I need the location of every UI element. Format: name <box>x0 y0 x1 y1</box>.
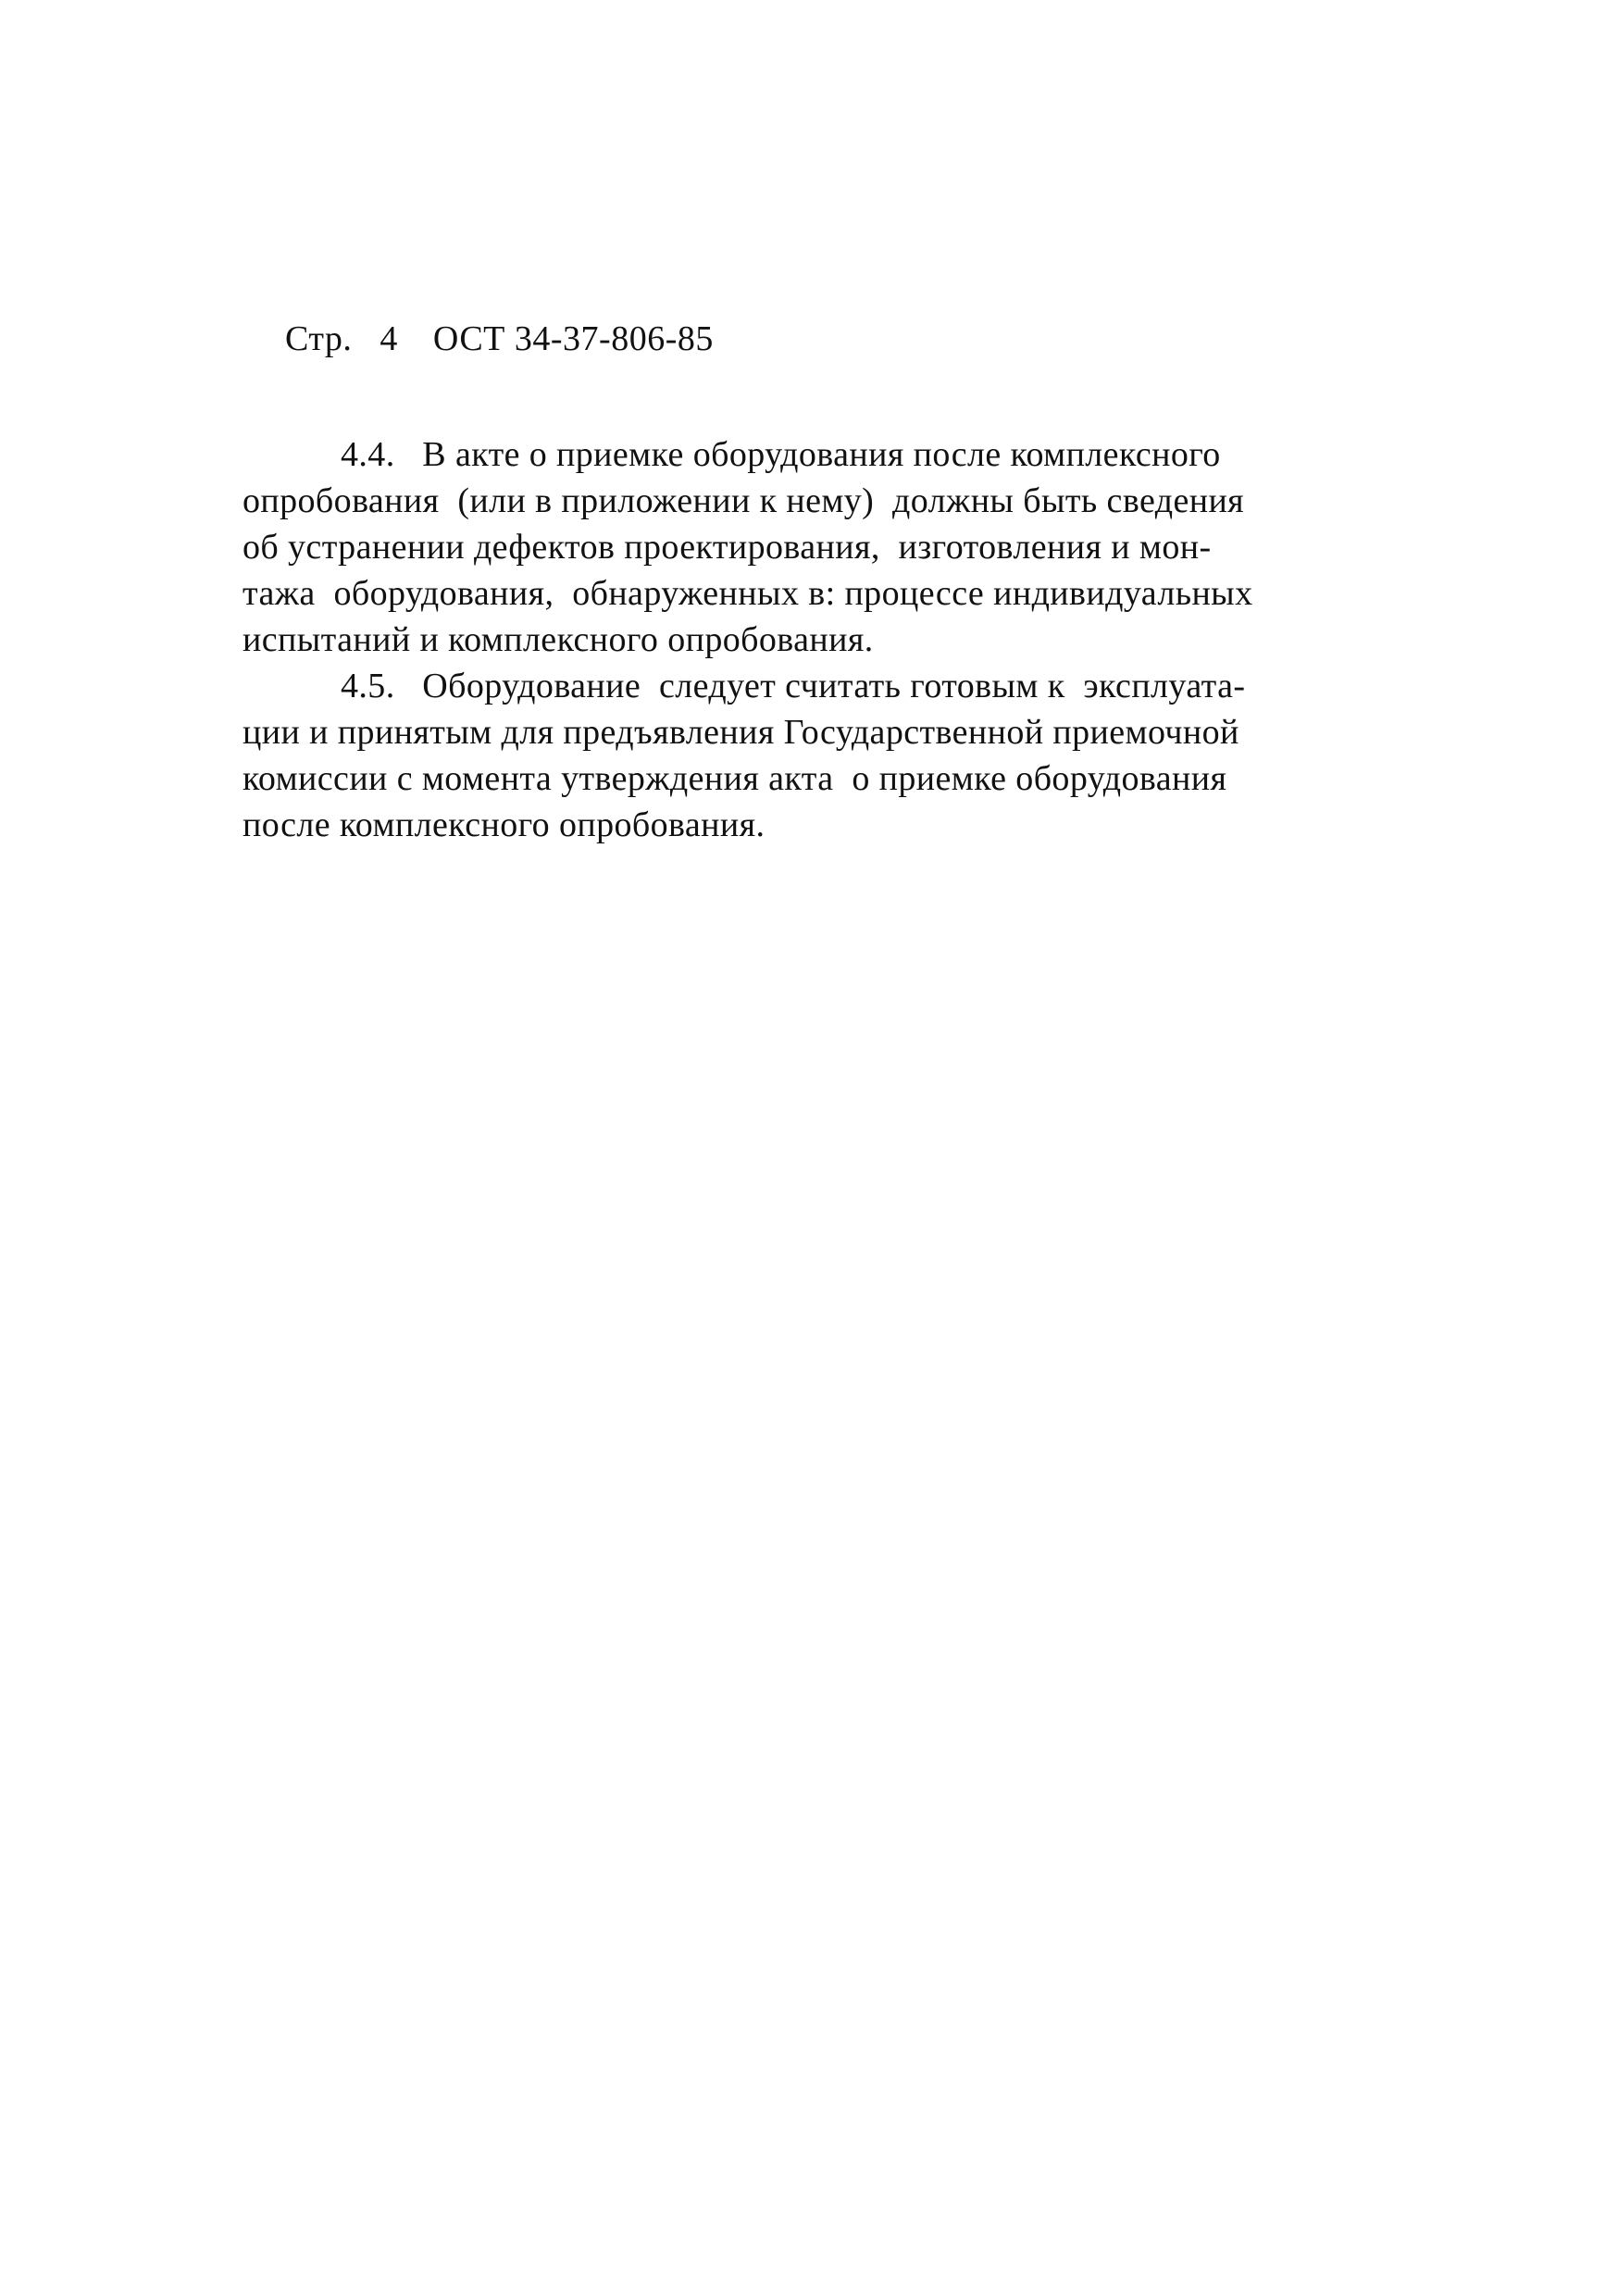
paragraph-4-4-line: тажа оборудования, обнаруженных в: процессе индивидуальных <box>243 574 1253 613</box>
paragraph-4-4-line: об устранении дефектов проектирования, изготовления и мон- <box>243 528 1212 567</box>
page-number: 4 <box>380 319 398 358</box>
paragraph-4-5-line: комиссии с момента утверждения акта о приемке оборудования <box>243 759 1227 798</box>
standard-code: ОСТ 34-37-806-85 <box>432 319 714 358</box>
paragraph-4-5-line: 4.5. Оборудование следует считать готовым к эксплуата- <box>341 667 1246 705</box>
paragraph-4-4-line: опробования (или в приложении к нему) должны быть сведения <box>243 481 1245 520</box>
paragraph-4-5-line: ции и принятым для предъявления Государственной приемочной <box>243 713 1239 752</box>
paragraph-4-4-line: испытаний и комплексного опробования. <box>243 620 874 659</box>
page-header <box>248 278 714 400</box>
page-label: Стр. <box>285 319 353 358</box>
paragraph-4-5-line: после комплексного опробования. <box>243 805 765 844</box>
paragraph-4-4-line: 4.4. В акте о приемке оборудования после комплексного <box>341 435 1221 474</box>
document-body <box>243 431 1335 848</box>
